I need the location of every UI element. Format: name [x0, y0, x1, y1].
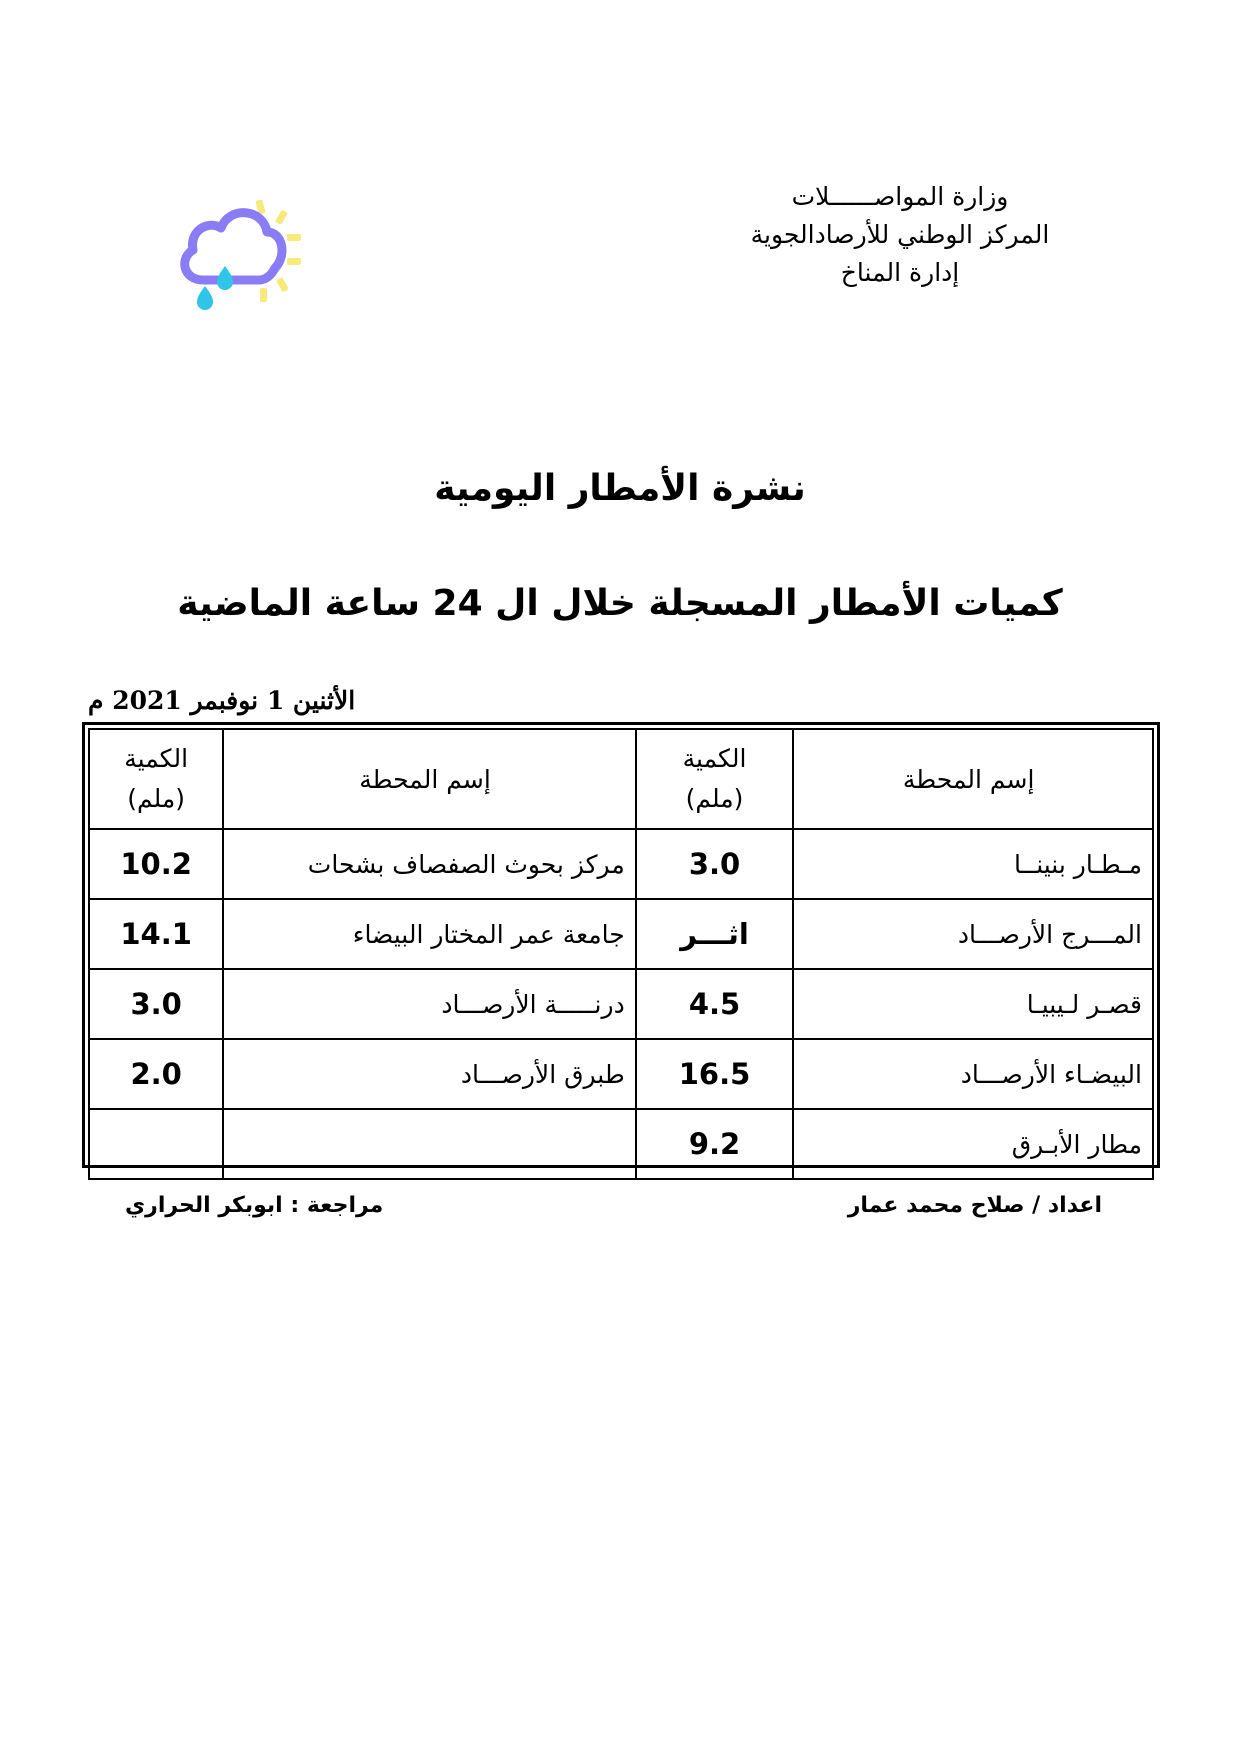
- rain-amount: 10.2: [89, 829, 223, 899]
- amount-column-header: [89, 729, 223, 829]
- amount-header-label: الكمية: [682, 744, 747, 773]
- station-name: مـطـار بنينــا: [793, 829, 1153, 899]
- rainfall-table: [88, 728, 1154, 1180]
- rain-amount: 2.0: [89, 1039, 223, 1109]
- table-header-row: [89, 729, 1153, 829]
- station-name: طبرق الأرصـــاد: [223, 1039, 635, 1109]
- station-name: [223, 1109, 635, 1179]
- rain-amount: [89, 1109, 223, 1179]
- table-row: [89, 1109, 1153, 1179]
- amount-header-unit: (ملم): [127, 784, 186, 813]
- amount-header-unit: (ملم): [685, 784, 744, 813]
- center-name: المركز الوطني للأرصادالجوية: [750, 220, 1050, 249]
- station-name: درنـــــة الأرصـــاد: [223, 969, 635, 1039]
- rain-amount: 4.5: [636, 969, 794, 1039]
- rainfall-table-frame: [82, 722, 1160, 1168]
- prepared-by: اعداد / صلاح محمد عمار: [847, 1193, 1102, 1218]
- table-row: [89, 829, 1153, 899]
- rain-amount: 16.5: [636, 1039, 794, 1109]
- station-column-header: إسم المحطة: [793, 729, 1153, 829]
- amount-column-header: [636, 729, 794, 829]
- ministry-name: وزارة المواصــــــلات: [791, 182, 1009, 211]
- rain-amount: اثـــر: [636, 899, 794, 969]
- rain-amount: 9.2: [636, 1109, 794, 1179]
- organization-header: [690, 178, 1110, 292]
- table-row: [89, 1039, 1153, 1109]
- station-name: المـــرج الأرصـــاد: [793, 899, 1153, 969]
- bulletin-subtitle: كميات الأمطار المسجلة خلال ال 24 ساعة الماضية: [177, 583, 1063, 624]
- bulletin-title: نشرة الأمطار اليومية: [434, 468, 806, 509]
- rain-amount: 3.0: [636, 829, 794, 899]
- station-name: البيضـاء الأرصـــاد: [793, 1039, 1153, 1109]
- station-name: جامعة عمر المختار البيضاء: [223, 899, 635, 969]
- amount-header-label: الكمية: [124, 744, 189, 773]
- cloud-rain-sun-icon: [175, 200, 320, 320]
- table-row: [89, 969, 1153, 1039]
- reviewed-by: مراجعة : ابوبكر الحراري: [125, 1193, 384, 1218]
- station-name: مركز بحوث الصفصاف بشحات: [223, 829, 635, 899]
- station-column-header: إسم المحطة: [223, 729, 635, 829]
- table-row: [89, 899, 1153, 969]
- bulletin-date: الأثنين 1 نوفبمر 2021 م: [88, 686, 356, 715]
- department-name: إدارة المناخ: [840, 258, 960, 287]
- station-name: قصـر لـيبيـا: [793, 969, 1153, 1039]
- station-name: مطار الأبـرق: [793, 1109, 1153, 1179]
- rain-amount: 14.1: [89, 899, 223, 969]
- rain-amount: 3.0: [89, 969, 223, 1039]
